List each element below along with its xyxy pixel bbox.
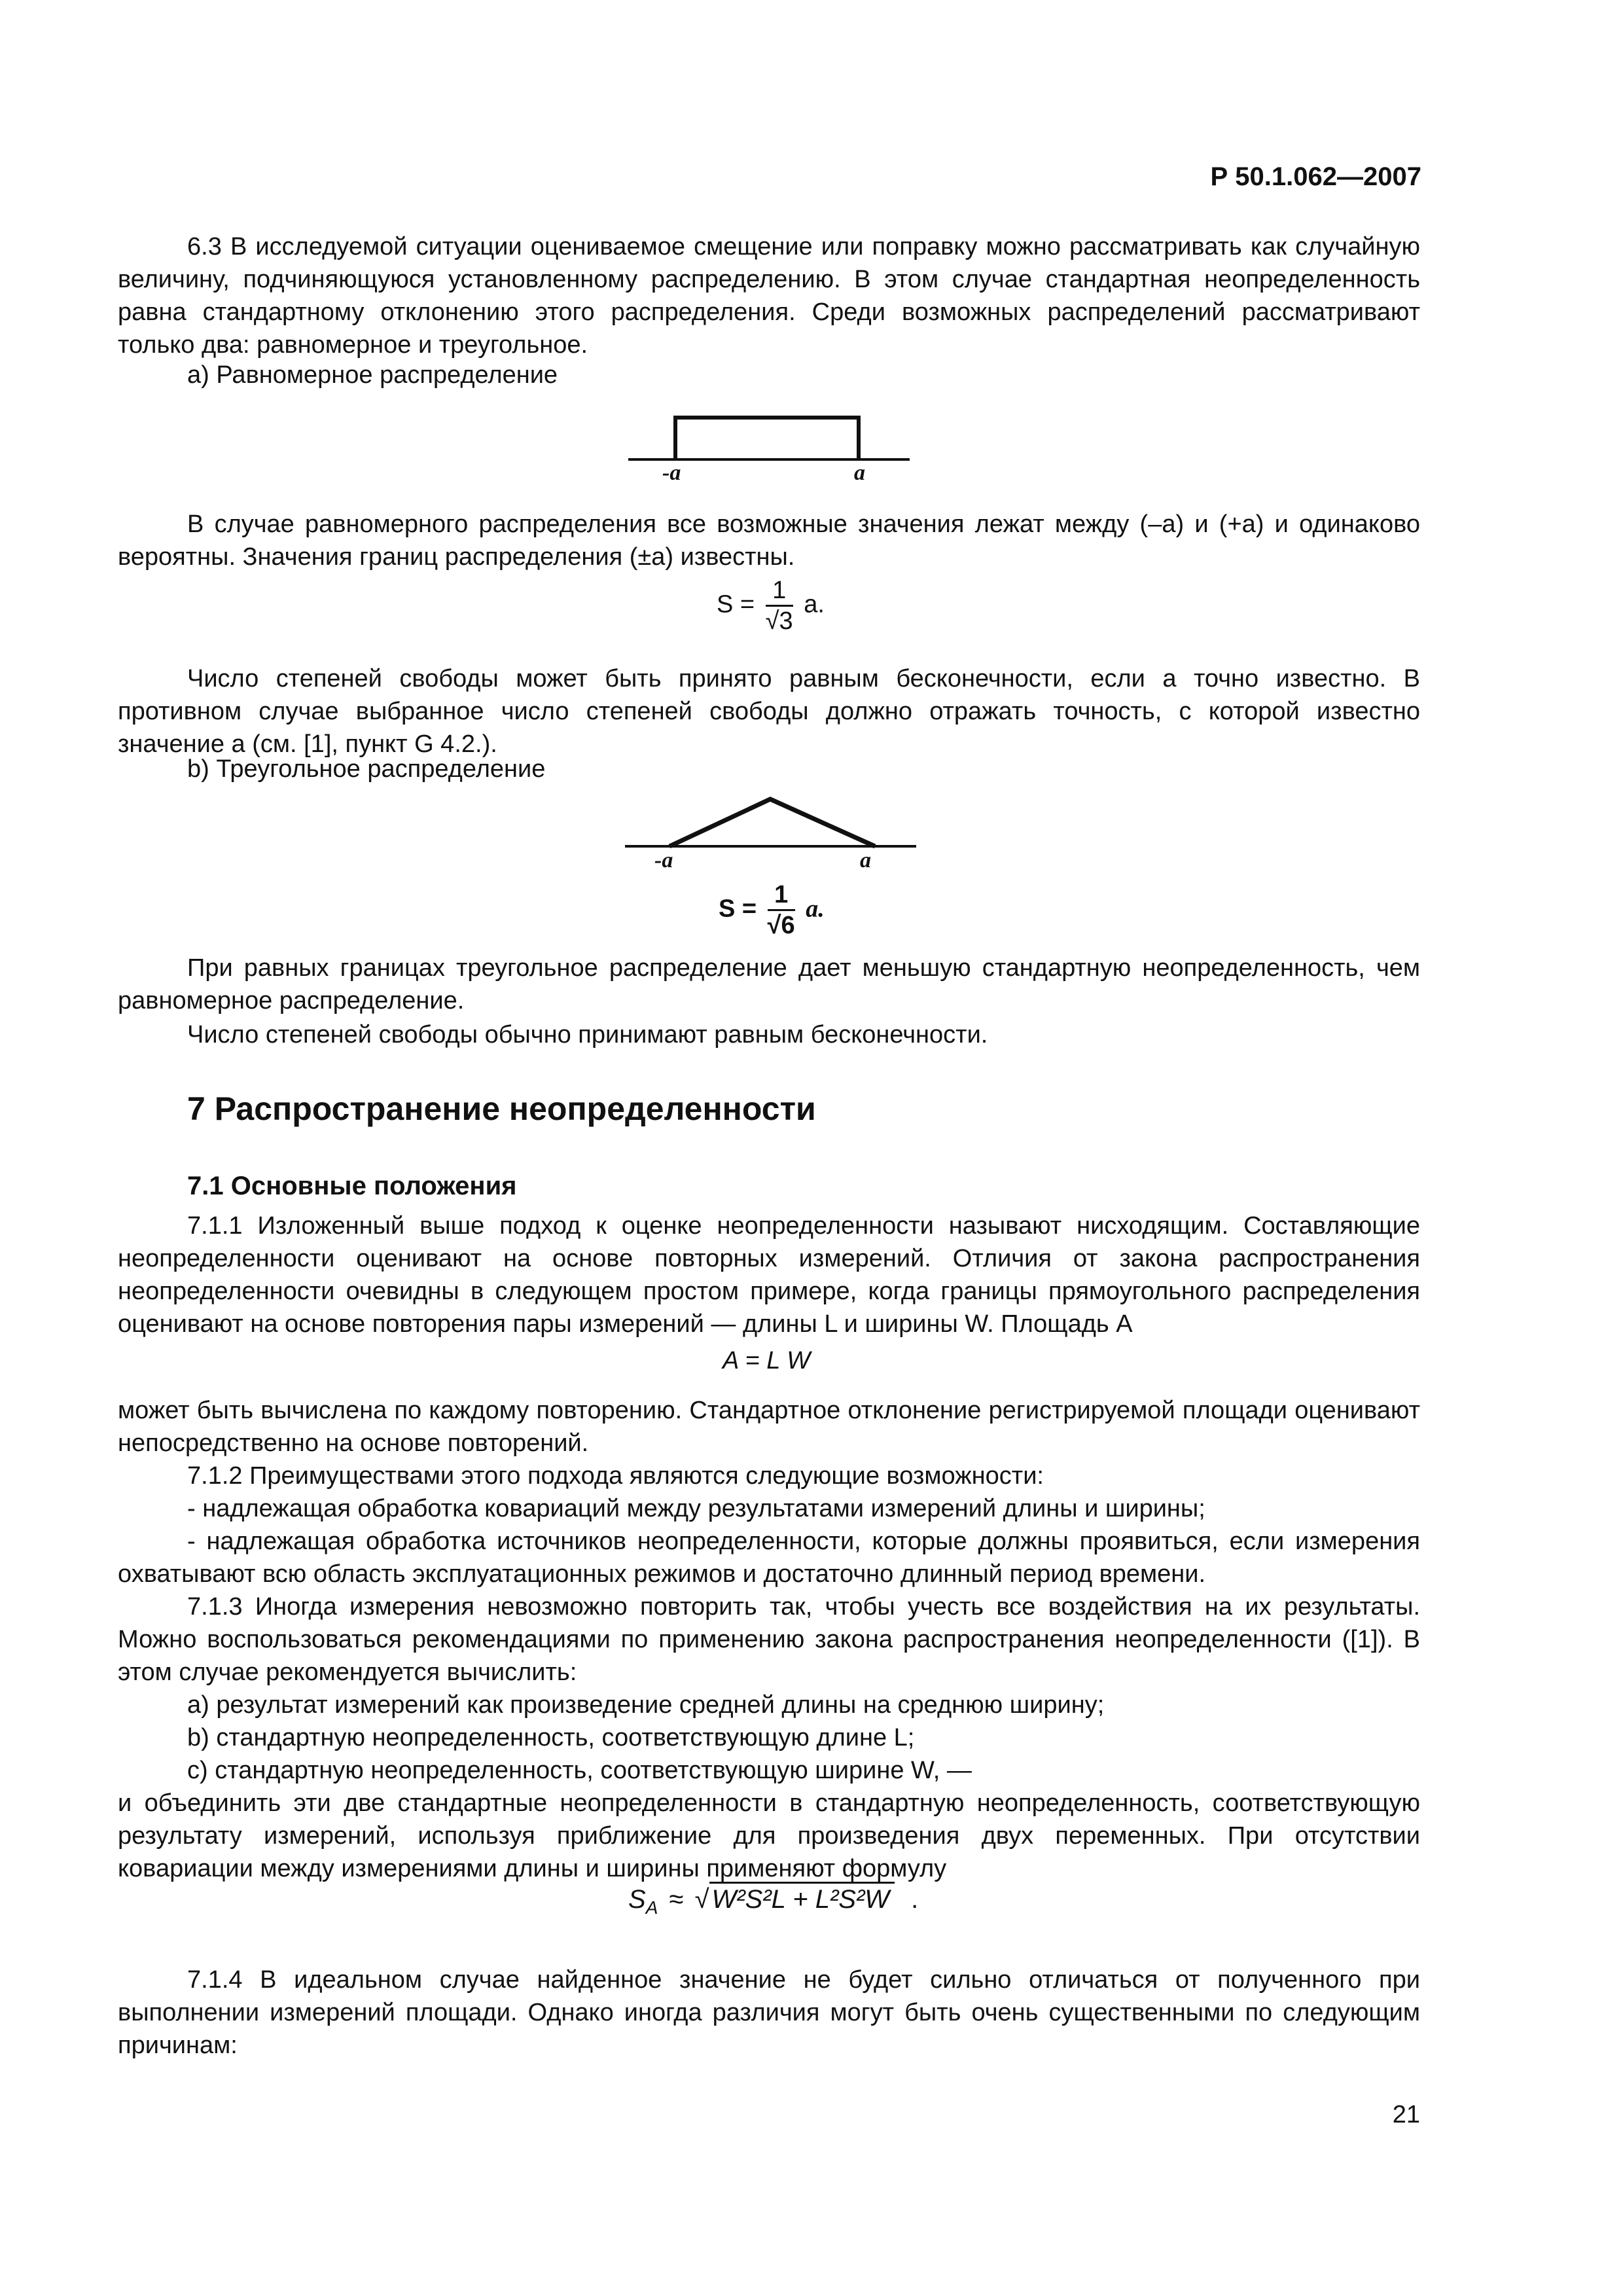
formula-sa-body: W²S²L + L²S²W	[709, 1882, 895, 1914]
formula-uniform-fraction	[766, 576, 793, 636]
formula-triangular-den: √6	[767, 912, 795, 939]
formula-triangular-rhs: a.	[806, 895, 825, 923]
paragraph-6-3: 6.3 В исследуемой ситуации оцениваемое смещение или поправку можно рассматривать как случайную величину, подчиняющуюся установленному распределению. В этом случае стандартная неопределенность равна стандартному отклонению этого распределения. Среди возможных распределений рассматривают только два: равномерное и треугольное.	[118, 233, 1420, 359]
triangular-label-right: a	[860, 848, 871, 872]
uniform-rectangle	[675, 418, 859, 459]
paragraph-triangular-1: При равных границах треугольное распределение дает меньшую стандартную неопределенность, чем равномерное распределение.	[118, 954, 1420, 1014]
formula-area: A = L W	[722, 1347, 811, 1374]
formula-uniform	[717, 576, 825, 636]
uniform-label-left: -a	[662, 461, 681, 485]
paragraph-7-1-1: 7.1.1 Изложенный выше подход к оценке неопределенности называют нисходящим. Составляющие неопределенности оценивают на основе повторных измерений. Отличия от закона распространения неопределенности очевидны в следующем простом примере, когда границы прямоугольного распределения оценивают на основе повторения пары измерений — длины L и ширины W. Площадь A	[118, 1212, 1420, 1338]
section-title: 7 Распространение неопределенности	[187, 1090, 816, 1127]
item-uniform-distribution: а) Равномерное распределение	[187, 361, 558, 389]
formula-uniform-den: √3	[765, 607, 793, 635]
dash-item-2: - надлежащая обработка источников неопределенности, которые должны проявиться, если измерения охватывают всю область эксплуатационных режимов и достаточно длинный период времени.	[118, 1528, 1420, 1588]
list-item-c: c) стандартную неопределенность, соответствующую ширине W, —	[187, 1757, 972, 1784]
formula-triangular-num: 1	[768, 880, 795, 911]
formula-sa	[628, 1885, 918, 1918]
dash-item-1: - надлежащая обработка ковариаций между результатами измерений длины и ширины;	[187, 1495, 1205, 1522]
page-number: 21	[1392, 2101, 1420, 2128]
formula-triangular-lhs: S =	[719, 895, 757, 923]
list-item-a: а) результат измерений как произведение средней длины на среднюю ширину;	[187, 1691, 1105, 1719]
formula-uniform-num: 1	[766, 576, 793, 607]
paragraph-7-1-2: 7.1.2 Преимуществами этого подхода являются следующие возможности:	[187, 1462, 1044, 1490]
formula-uniform-lhs: S =	[717, 590, 755, 619]
paragraph-uniform: В случае равномерного распределения все возможные значения лежат между (–a) и (+a) и одинаково вероятны. Значения границ распределения (±a) известны.	[118, 511, 1420, 571]
document-code: Р 50.1.062—2007	[1210, 162, 1421, 191]
triangular-label-left: -a	[654, 848, 673, 872]
paragraph-7-1-3: 7.1.3 Иногда измерения невозможно повторить так, чтобы учесть все воздействия на их результаты. Можно воспользоваться рекомендациями по применению закона распространения неопределенности ([1]). В этом случае рекомендуется вычислить:	[118, 1593, 1420, 1686]
uniform-label-right: a	[854, 461, 865, 485]
item-triangular-distribution: b) Треугольное распределение	[187, 755, 546, 783]
formula-sa-lhs-sub: A	[645, 1897, 658, 1918]
formula-sa-approx: ≈	[669, 1885, 684, 1914]
list-item-b: b) стандартную неопределенность, соответствующую длине L;	[187, 1724, 915, 1751]
paragraph-degrees-of-freedom: Число степеней свободы может быть принято равным бесконечности, если a точно известно. В противном случае выбранное число степеней свободы должно отражать точность, с которой известно значение a (см. [1], пункт G 4.2.).	[118, 665, 1420, 758]
formula-triangular	[719, 880, 825, 940]
formula-triangular-fraction	[768, 880, 795, 940]
formula-sa-lhs: S	[628, 1885, 646, 1914]
formula-sa-end: .	[911, 1885, 919, 1914]
paragraph-7-1-4: 7.1.4 В идеальном случае найденное значение не будет сильно отличаться от полученного при выполнении измерений площади. Однако иногда различия могут быть очень существенными по следующим причинам:	[118, 1966, 1420, 2059]
triangular-shape	[669, 799, 875, 846]
subsection-title: 7.1 Основные положения	[187, 1172, 517, 1200]
sqrt-icon: √	[694, 1885, 709, 1914]
paragraph-7-1-3-tail: и объединить эти две стандартные неопределенности в стандартную неопределенность, соответствующую результату измерений, используя приближение для произведения двух переменных. При отсутствии ковариации между измерениями длины и ширины применяют формулу	[118, 1789, 1420, 1882]
formula-uniform-rhs: a.	[804, 590, 825, 619]
paragraph-7-1-1-continued: может быть вычислена по каждому повторению. Стандартное отклонение регистрируемой площади оценивают непосредственно на основе повторений.	[118, 1397, 1420, 1457]
paragraph-triangular-2: Число степеней свободы обычно принимают равным бесконечности.	[187, 1021, 988, 1049]
